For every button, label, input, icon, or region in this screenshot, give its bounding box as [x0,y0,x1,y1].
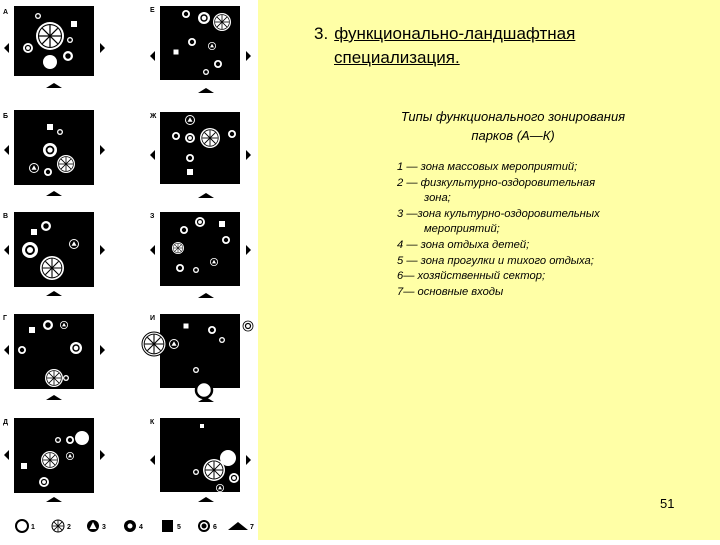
panel-label-zh: Ж [150,113,157,120]
panel-b [4,110,105,196]
title-line-1: функционально-ландшафтная [334,24,576,43]
panel-i [142,314,253,402]
panel-label-d: Д [3,419,8,426]
panel-label-i: И [150,315,156,322]
panel-label-v: В [3,213,9,220]
symbol-legend-7: 7 [250,524,254,531]
panel-e [150,6,251,93]
page-number: 51 [660,496,675,511]
legend-item: 4 — зона отдыха детей; [397,238,530,251]
panel-zh [150,112,251,198]
panel-a [4,6,105,88]
symbol-legend-5: 5 [177,524,181,531]
legend-item: 6— хозяйственный сектор; [397,270,546,283]
subtitle-line-2: парков (А—К) [471,128,555,143]
symbol-legend [16,520,254,532]
panel-z [150,212,251,298]
legend-item: зона; [424,192,451,205]
legend-item: 7— основные входы [397,285,504,298]
panel-label-z: З [150,213,155,220]
title-number: 3. [314,24,329,43]
panel-label-a: А [3,9,9,16]
panel-d [4,418,105,502]
slide-title [314,22,694,70]
text-panel [258,0,720,540]
panel-label-g: Г [3,315,7,322]
symbol-legend-2: 2 [67,524,71,531]
legend-item: 5 — зона прогулки и тихого отдыха; [397,254,594,267]
panel-label-k: К [150,419,155,426]
legend-item: 2 — физкультурно-оздоровительная [397,176,596,189]
diagram-panel [0,0,258,540]
panel-label-b: Б [3,113,9,120]
legend-item: 1 — зона массовых мероприятий; [397,161,578,173]
panel-k [150,418,251,502]
zoning-diagrams [0,0,258,540]
title-line-2: специализация. [334,48,460,67]
symbol-legend-4: 4 [139,524,143,531]
legend-item: 3 —зона культурно-оздоровительных [397,207,600,220]
zone-legend [397,160,697,300]
subtitle-line-1: Типы функционального зонирования [400,109,626,124]
symbol-legend-1: 1 [31,524,35,531]
panel-g [4,314,105,400]
legend-item: мероприятий; [424,223,500,236]
panel-v [4,212,105,296]
symbol-legend-6: 6 [213,524,217,531]
slide-subtitle [348,107,678,145]
symbol-legend-3: 3 [102,524,106,531]
panel-label-e: Е [150,7,155,14]
